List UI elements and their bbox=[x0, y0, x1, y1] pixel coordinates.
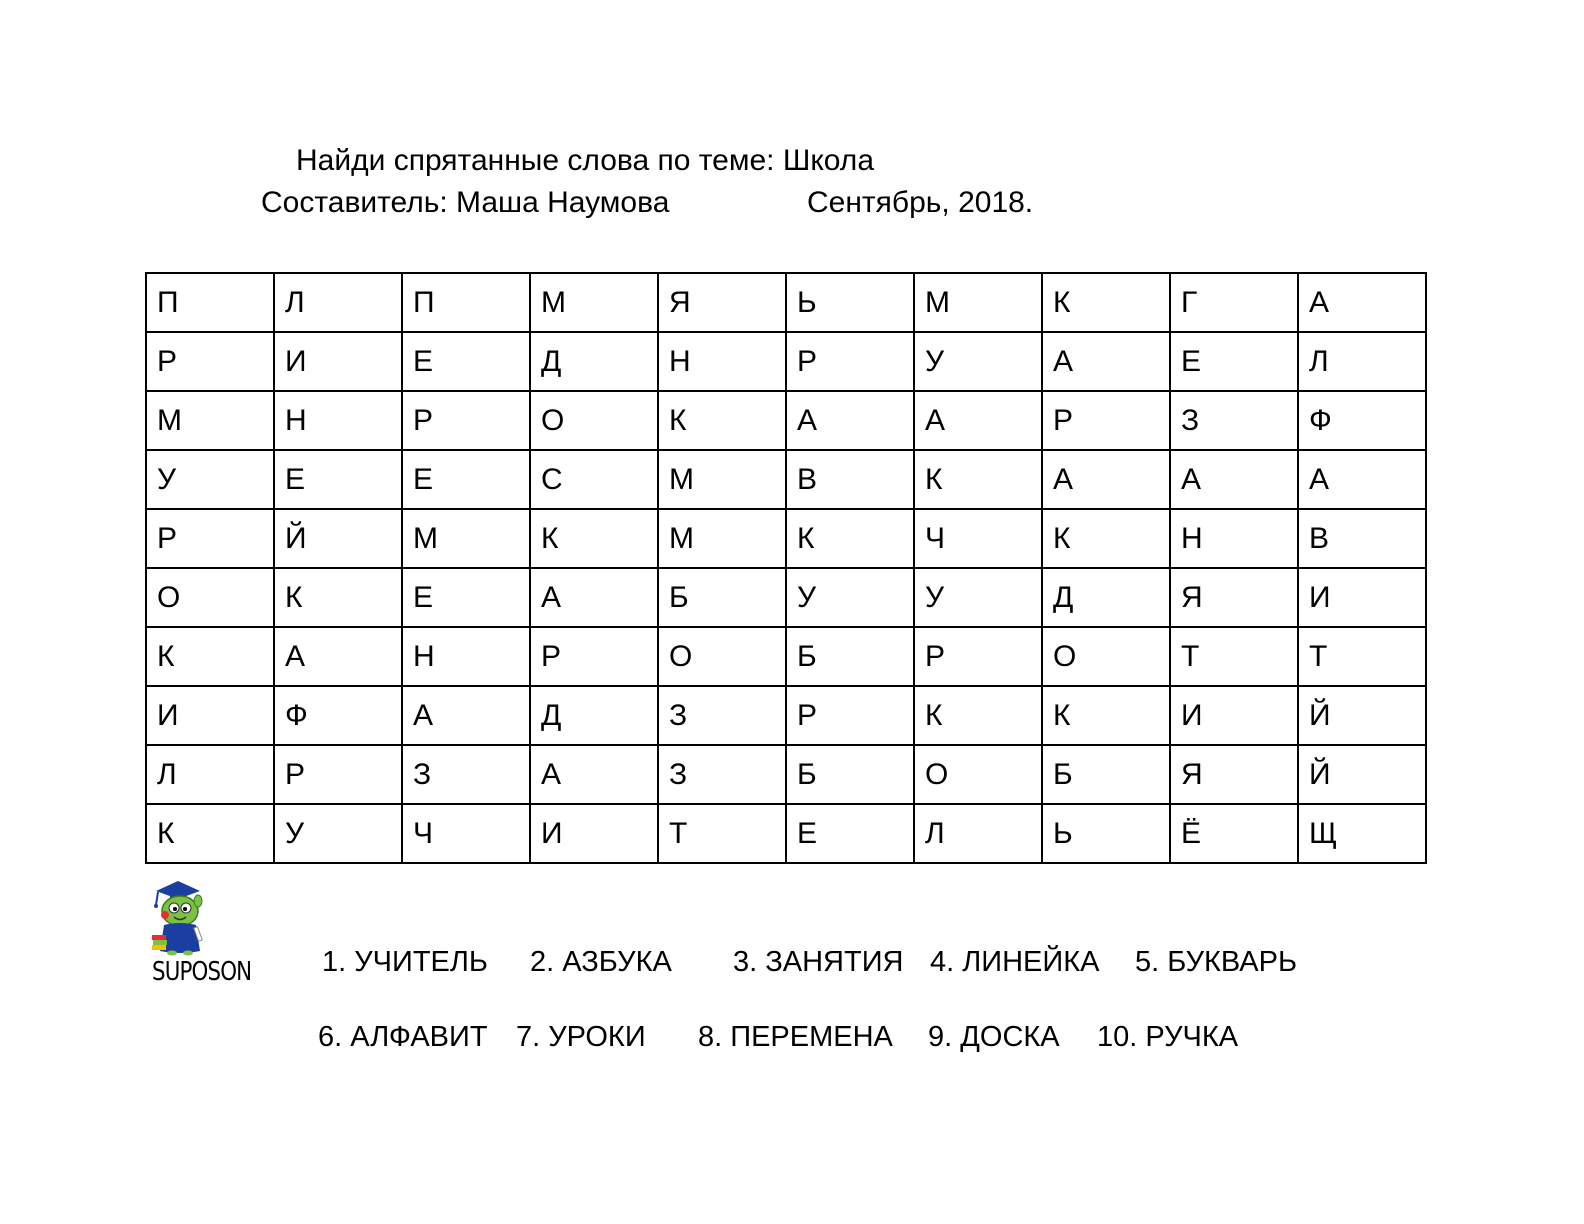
grid-cell: М bbox=[914, 273, 1042, 332]
grid-cell: Н bbox=[274, 391, 402, 450]
grid-cell: Т bbox=[658, 804, 786, 863]
date-line: Сентябрь, 2018. bbox=[807, 186, 1034, 219]
grid-cell: И bbox=[146, 686, 274, 745]
grid-row bbox=[146, 745, 1426, 804]
grid-cell: К bbox=[146, 804, 274, 863]
grid-cell: О bbox=[658, 627, 786, 686]
grid-cell: Р bbox=[402, 391, 530, 450]
grid-cell: У bbox=[274, 804, 402, 863]
grid-cell: К bbox=[1042, 273, 1170, 332]
grid-cell: Ь bbox=[786, 273, 914, 332]
grid-row bbox=[146, 568, 1426, 627]
word-list-item: 4. ЛИНЕЙКА bbox=[930, 946, 1100, 978]
grid-cell: И bbox=[274, 332, 402, 391]
grid-cell: Й bbox=[1298, 686, 1426, 745]
grid-cell: Н bbox=[402, 627, 530, 686]
grid-cell: Д bbox=[530, 686, 658, 745]
grid-cell: З bbox=[658, 745, 786, 804]
grid-cell: Е bbox=[274, 450, 402, 509]
grid-cell: Д bbox=[530, 332, 658, 391]
grid-cell: К bbox=[658, 391, 786, 450]
word-list-item: 9. ДОСКА bbox=[928, 1021, 1060, 1053]
grid-cell: М bbox=[402, 509, 530, 568]
grid-cell: А bbox=[530, 568, 658, 627]
grid-cell: Ч bbox=[914, 509, 1042, 568]
grid-cell: Ф bbox=[1298, 391, 1426, 450]
grid-cell: Р bbox=[914, 627, 1042, 686]
grid-cell: Р bbox=[530, 627, 658, 686]
grid-cell: В bbox=[786, 450, 914, 509]
grid-cell: К bbox=[914, 450, 1042, 509]
grid-cell: Е bbox=[786, 804, 914, 863]
grid-cell: А bbox=[1042, 450, 1170, 509]
grid-cell: Я bbox=[1170, 568, 1298, 627]
grid-cell: З bbox=[1170, 391, 1298, 450]
grid-cell: Ь bbox=[1042, 804, 1170, 863]
word-list-item: 8. ПЕРЕМЕНА bbox=[698, 1021, 893, 1053]
grid-cell: И bbox=[530, 804, 658, 863]
grid-cell: Ё bbox=[1170, 804, 1298, 863]
grid-cell: Ч bbox=[402, 804, 530, 863]
grid-cell: К bbox=[530, 509, 658, 568]
grid-cell: И bbox=[1298, 568, 1426, 627]
grid-cell: А bbox=[914, 391, 1042, 450]
grid-cell: А bbox=[786, 391, 914, 450]
grid-cell: Е bbox=[402, 568, 530, 627]
grid-cell: Л bbox=[274, 273, 402, 332]
grid-cell: У bbox=[914, 332, 1042, 391]
grid-cell: У bbox=[146, 450, 274, 509]
grid-cell: С bbox=[530, 450, 658, 509]
grid-cell: К bbox=[786, 509, 914, 568]
grid-cell: Е bbox=[402, 450, 530, 509]
grid-cell: А bbox=[1298, 273, 1426, 332]
grid-cell: Л bbox=[1298, 332, 1426, 391]
grid-cell: Б bbox=[1042, 745, 1170, 804]
grid-cell: О bbox=[146, 568, 274, 627]
grid-cell: Г bbox=[1170, 273, 1298, 332]
grid-cell: М bbox=[658, 509, 786, 568]
grid-cell: П bbox=[146, 273, 274, 332]
word-search-grid bbox=[145, 272, 1427, 864]
logo-text: SUPOSON bbox=[152, 957, 252, 987]
grid-row bbox=[146, 509, 1426, 568]
word-list-item: 2. АЗБУКА bbox=[530, 946, 672, 978]
grid-cell: О bbox=[530, 391, 658, 450]
grid-cell: А bbox=[530, 745, 658, 804]
grid-row bbox=[146, 627, 1426, 686]
grid-cell: Д bbox=[1042, 568, 1170, 627]
grid-cell: Р bbox=[146, 332, 274, 391]
grid-cell: О bbox=[914, 745, 1042, 804]
grid-cell: Л bbox=[914, 804, 1042, 863]
grid-cell: Е bbox=[402, 332, 530, 391]
owl-graduate-icon bbox=[148, 877, 218, 957]
grid-cell: П bbox=[402, 273, 530, 332]
grid-cell: М bbox=[146, 391, 274, 450]
grid-cell: У bbox=[786, 568, 914, 627]
grid-cell: М bbox=[530, 273, 658, 332]
grid-row bbox=[146, 804, 1426, 863]
grid-cell: Н bbox=[658, 332, 786, 391]
grid-cell: Й bbox=[1298, 745, 1426, 804]
grid-cell: Й bbox=[274, 509, 402, 568]
grid-cell: Н bbox=[1170, 509, 1298, 568]
grid-cell: Л bbox=[146, 745, 274, 804]
grid-cell: Т bbox=[1298, 627, 1426, 686]
grid-cell: Р bbox=[1042, 391, 1170, 450]
grid-row bbox=[146, 332, 1426, 391]
grid-cell: Ф bbox=[274, 686, 402, 745]
grid-cell: А bbox=[274, 627, 402, 686]
grid-row bbox=[146, 686, 1426, 745]
grid-cell: К bbox=[1042, 686, 1170, 745]
grid-cell: Б bbox=[786, 627, 914, 686]
grid-cell: З bbox=[658, 686, 786, 745]
word-list-item: 10. РУЧКА bbox=[1097, 1021, 1239, 1053]
author-line: Составитель: Маша Наумова bbox=[261, 186, 670, 219]
grid-cell: Е bbox=[1170, 332, 1298, 391]
grid-cell: А bbox=[1298, 450, 1426, 509]
grid-cell: Щ bbox=[1298, 804, 1426, 863]
grid-cell: Р bbox=[146, 509, 274, 568]
grid-cell: И bbox=[1170, 686, 1298, 745]
grid-cell: А bbox=[402, 686, 530, 745]
grid-cell: Я bbox=[658, 273, 786, 332]
page-title: Найди спрятанные слова по теме: Школа bbox=[296, 144, 874, 177]
grid-cell: А bbox=[1170, 450, 1298, 509]
grid-cell: А bbox=[1042, 332, 1170, 391]
word-list-item: 3. ЗАНЯТИЯ bbox=[733, 946, 904, 978]
grid-cell: М bbox=[658, 450, 786, 509]
grid-cell: Б bbox=[786, 745, 914, 804]
grid-cell: В bbox=[1298, 509, 1426, 568]
grid-row bbox=[146, 391, 1426, 450]
word-list-item: 5. БУКВАРЬ bbox=[1135, 946, 1298, 978]
grid-cell: О bbox=[1042, 627, 1170, 686]
grid-cell: К bbox=[274, 568, 402, 627]
grid-cell: Т bbox=[1170, 627, 1298, 686]
suposon-logo bbox=[148, 877, 268, 992]
grid-row bbox=[146, 273, 1426, 332]
grid-cell: К bbox=[1042, 509, 1170, 568]
grid-cell: К bbox=[914, 686, 1042, 745]
grid-cell: Р bbox=[786, 686, 914, 745]
grid-cell: К bbox=[146, 627, 274, 686]
grid-cell: Р bbox=[274, 745, 402, 804]
grid-cell: Я bbox=[1170, 745, 1298, 804]
word-list-item: 1. УЧИТЕЛЬ bbox=[322, 946, 488, 978]
grid-cell: Б bbox=[658, 568, 786, 627]
word-list-item: 6. АЛФАВИТ bbox=[318, 1021, 488, 1053]
grid-cell: З bbox=[402, 745, 530, 804]
grid-cell: Р bbox=[786, 332, 914, 391]
grid-cell: У bbox=[914, 568, 1042, 627]
word-list-item: 7. УРОКИ bbox=[516, 1021, 646, 1053]
grid-row bbox=[146, 450, 1426, 509]
